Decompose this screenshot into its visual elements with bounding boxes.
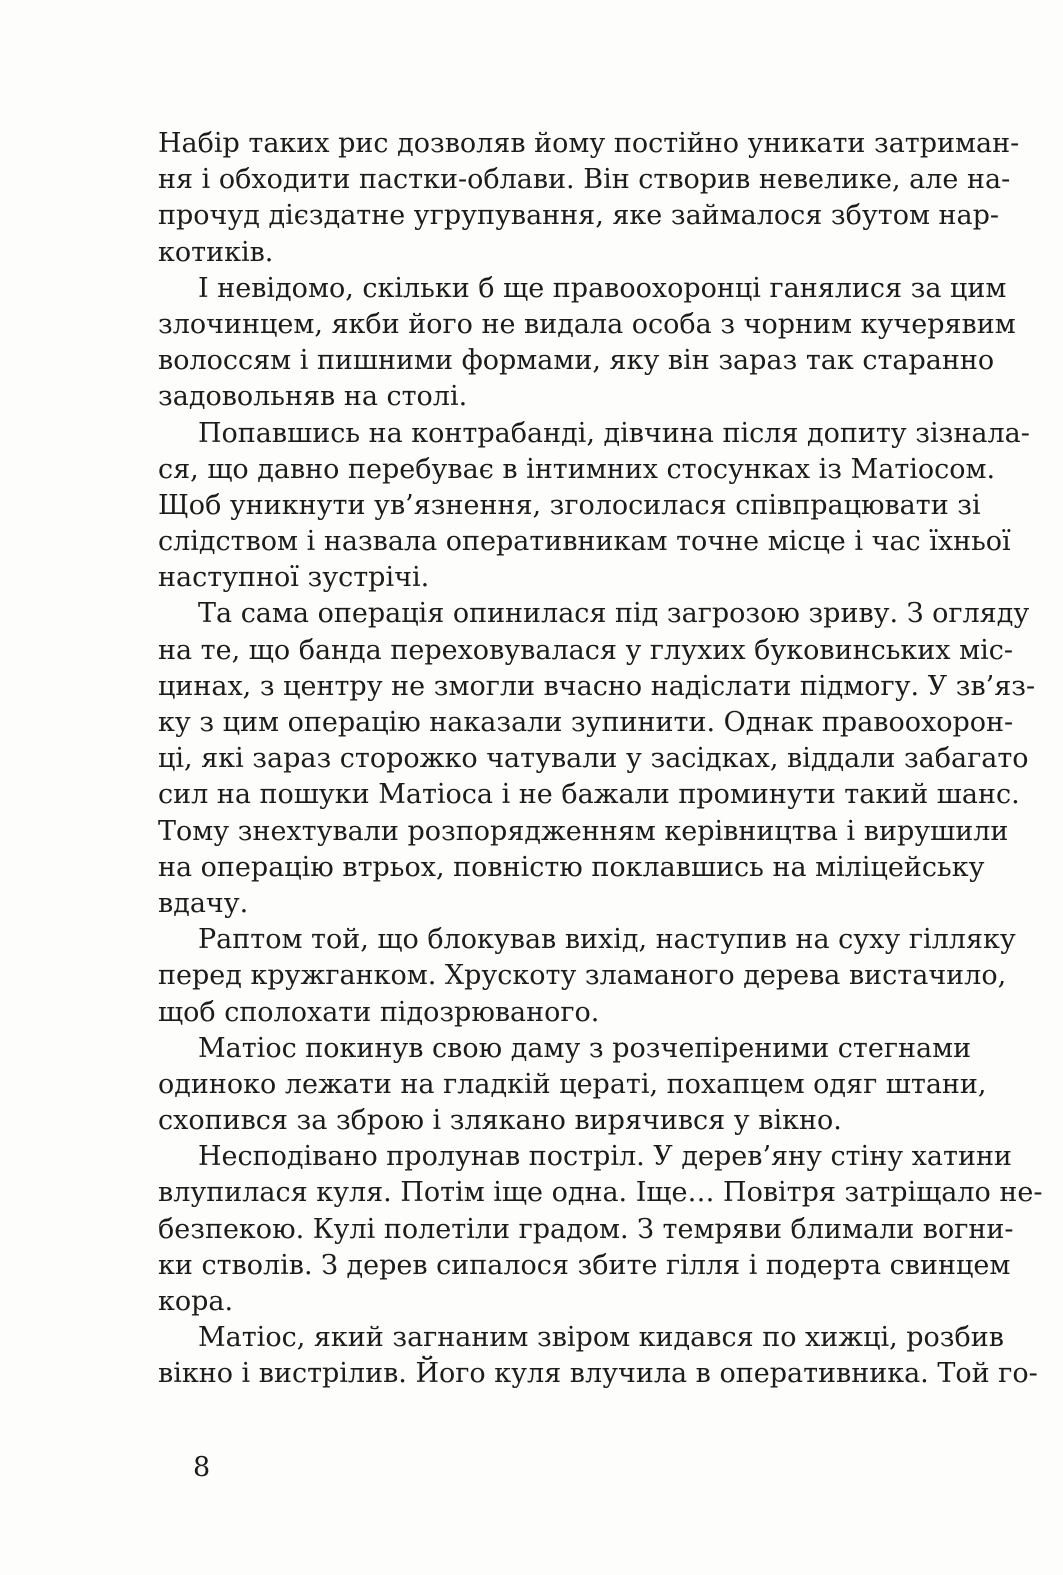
text-line: перед кружганком. Хрускоту зламаного дерева вистачило, xyxy=(158,960,1007,992)
text-line: Щоб уникнути ув’язнення, зголосилася співпрацювати зі xyxy=(158,489,981,521)
text-line: Тому знехтували розпорядженням керівництва і вирушили xyxy=(158,815,1009,847)
text-line: Матіос покинув свою даму з розчепіреними стегнами xyxy=(198,1032,972,1064)
text-line: Попавшись на контрабанді, дівчина після допиту зізнала- xyxy=(198,417,1030,449)
text-line: Раптом той, що блокував вихід, наступив на суху гілляку xyxy=(198,924,1016,956)
text-line: ці, які зараз сторожко чатували у засідках, віддали забагато xyxy=(158,743,1029,775)
text-line: Матіос, який загнаним звіром кидався по хижці, розбив xyxy=(198,1322,1004,1354)
text-line: наступної зустрічі. xyxy=(158,562,430,594)
text-line: котиків. xyxy=(158,236,274,268)
text-line: влупилася куля. Потім іще одна. Іще… Повітря затріщало не- xyxy=(158,1177,1043,1209)
text-line: Та сама операція опинилася під загрозою зриву. З огляду xyxy=(198,598,1030,630)
text-line: ня і обходити пастки-облави. Він створив невелике, але на- xyxy=(158,164,1011,196)
text-line: Несподівано пролунав постріл. У дерев’яну стіну хатини xyxy=(198,1141,1012,1173)
page-number: 8 xyxy=(193,1452,211,1483)
text-line: Набір таких рис дозволяв йому постійно уникати затриман- xyxy=(158,128,1020,159)
text-line: цинах, з центру не змогли вчасно надіслати підмогу. У зв’яз- xyxy=(158,670,1036,702)
text-line: на те, що банда переховувалася у глухих буковинських міс- xyxy=(158,634,1013,666)
text-line: задовольняв на столі. xyxy=(158,381,468,413)
text-line: одиноко лежати на гладкій цераті, похапцем одяг штани, xyxy=(158,1068,987,1100)
text-line: прочуд дієздатне угрупування, яке займалося збутом нар- xyxy=(158,200,1000,232)
text-line: сил на пошуки Матіоса і не бажали проминути такий шанс. xyxy=(158,779,1020,811)
text-line: кора. xyxy=(158,1286,234,1317)
text-line: безпекою. Кулі полетіли градом. З темряви блимали вогни- xyxy=(158,1213,1014,1245)
text-line: вікно і вистрілив. Його куля влучила в оперативника. Той го- xyxy=(158,1358,1038,1390)
text-line: щоб сполохати підозрюваного. xyxy=(158,996,600,1028)
text-line: волоссям і пишними формами, яку він зараз так старанно xyxy=(158,345,995,377)
text-line: ку з цим операцію наказали зупинити. Однак правоохорон- xyxy=(158,707,1014,738)
text-line: І невідомо, скільки б ще правоохоронці ганялися за цим xyxy=(198,272,1007,304)
text-line: на операцію втрьох, повністю поклавшись на міліцейську xyxy=(158,851,985,883)
text-line: слідством і назвала оперативникам точне місце і час їхньої xyxy=(158,526,1011,558)
text-line: злочинцем, якби його не видала особа з чорним кучерявим xyxy=(158,308,1016,340)
text-line: ся, що давно перебуває в інтимних стосунках із Матіосом. xyxy=(158,453,996,485)
text-line: схопився за зброю і злякано вирячився у вікно. xyxy=(158,1105,842,1137)
text-line: вдачу. xyxy=(158,887,249,919)
body-text xyxy=(158,126,1043,1393)
text-line: ки стволів. З дерев сипалося збите гілля і подерта свинцем xyxy=(158,1249,1011,1281)
